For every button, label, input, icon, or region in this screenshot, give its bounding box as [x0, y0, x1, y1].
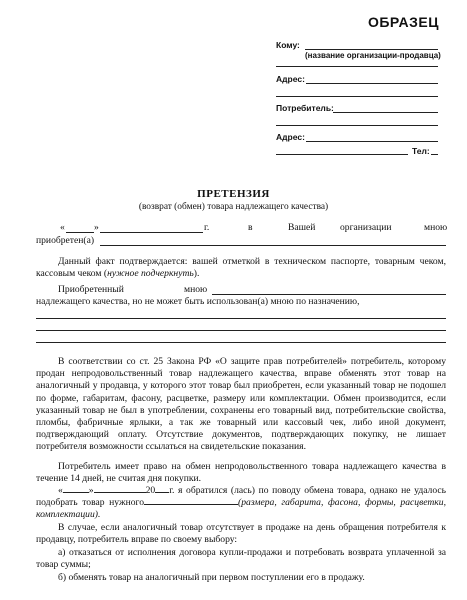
- org-hint: (название организации-продавца): [305, 51, 441, 60]
- consumer-field-line-b[interactable]: [276, 125, 438, 126]
- date-month-line[interactable]: [100, 232, 203, 233]
- org-field-line[interactable]: [276, 66, 438, 67]
- request-month-line[interactable]: [94, 492, 146, 493]
- address-field-line-2[interactable]: [306, 141, 438, 142]
- request-quote-close: »: [88, 485, 94, 496]
- document-title: ПРЕТЕНЗИЯ: [197, 188, 270, 200]
- request-quote-open: «: [58, 485, 63, 496]
- address-field-line-1[interactable]: [306, 83, 438, 84]
- to-field-line[interactable]: [305, 49, 438, 50]
- purchased-item-line[interactable]: [100, 245, 446, 246]
- exchange-paragraph: Потребитель имеет право на обмен непродовольственного товара надлежащего качества в течение 14 дней, не считая дня покупки.: [36, 461, 446, 485]
- request-day-line[interactable]: [63, 492, 89, 493]
- address-label-1: Адрес:: [276, 74, 305, 84]
- sample-stamp: ОБРАЗЕЦ: [367, 14, 439, 30]
- by-me-word: мною: [184, 284, 208, 295]
- document-subtitle: (возврат (обмен) товара надлежащего качества): [138, 202, 329, 212]
- address-label-2: Адрес:: [276, 132, 305, 142]
- option-b: б) обменять товар на аналогичный при первом поступлении его в продажу.: [58, 572, 365, 583]
- reason-line-2[interactable]: [36, 330, 446, 331]
- request-year: 20: [145, 485, 156, 496]
- consumer-field-line[interactable]: [333, 112, 438, 113]
- date-org-word2: организации: [340, 222, 392, 233]
- request-year-line[interactable]: [155, 492, 169, 493]
- request-paragraph: [36, 485, 446, 522]
- reason-line-1[interactable]: [36, 318, 446, 319]
- phone-prefix-line[interactable]: [276, 154, 408, 155]
- date-day-line[interactable]: [66, 232, 94, 233]
- fact-suffix: ).: [193, 268, 200, 280]
- request-item-line[interactable]: [144, 504, 238, 505]
- option-a: а) отказаться от исполнения договора купли-продажи и потребовать возврата уплаченной за товар суммы;: [36, 547, 446, 571]
- fact-paragraph: [36, 256, 446, 280]
- request-emphasis: (размера, габарита, фасона, формы, расцветки, комплектации).: [36, 497, 446, 521]
- date-quote-close: »: [94, 222, 99, 233]
- date-org-word: Вашей: [288, 222, 316, 233]
- date-in: в: [248, 222, 253, 233]
- date-by-me: мною: [424, 222, 448, 233]
- address-field-line-1b[interactable]: [276, 96, 438, 97]
- date-quote-open: «: [60, 222, 65, 233]
- purchased-label: приобретен(а): [36, 235, 95, 246]
- law-paragraph: В соответствии со ст. 25 Закона РФ «О защите прав потребителей» потребитель, которому продан непродовольственный товар надлежащего качества, вправе обменять этот товар на аналогичный у продавца, у которого этот товар был приобретен, если указанный товар не подошел по форме, габаритам, фасону, расцветке, размеру или комплектации. Обмен производится, если указанный товар не был в употреблении, сохранены его товарный вид, потребительские свойства, пломбы, фабричные ярлыки, а так же товарный или кассовый чек, либо иной документ, подтверждающий оплату. Отсутствие документов, подтверждающих покупку, не лишает потребителя возможности ссылаться на свидетельские показания.: [36, 356, 446, 453]
- fact-text: Данный факт подтверждается: вашей отметкой в техническом паспорте, товарным чеком, кассовым чеком (: [36, 256, 446, 280]
- consumer-label: Потребитель:: [276, 103, 334, 113]
- phone-field-line[interactable]: [431, 154, 438, 155]
- quality-text: надлежащего качества, но не может быть использован(а) мною по назначению,: [36, 296, 360, 307]
- date-year-suffix: г.: [204, 222, 210, 233]
- absent-paragraph: В случае, если аналогичный товар отсутствует в продаже на день обращения потребителя к продавцу, потребитель вправе по своему выбору:: [36, 522, 446, 546]
- phone-label: Тел:: [412, 146, 430, 156]
- purchased-word: Приобретенный: [58, 284, 124, 295]
- item-name-line[interactable]: [212, 294, 446, 295]
- fact-emphasis: нужное подчеркнуть: [107, 268, 194, 280]
- to-label: Кому:: [276, 40, 300, 50]
- reason-line-3[interactable]: [36, 342, 446, 343]
- request-text: г. я обратился (лась) по поводу обмена товара, однако не удалось подобрать товар нужного: [36, 485, 446, 509]
